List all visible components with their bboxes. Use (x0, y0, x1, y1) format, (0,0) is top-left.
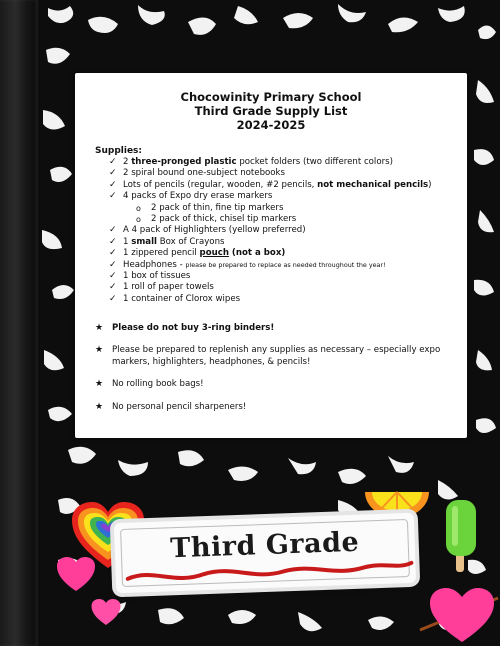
note-item: ★ No personal pencil sharpeners! (95, 401, 247, 412)
circle-bullet-icon: o (136, 203, 141, 213)
check-icon: ✓ (109, 225, 117, 236)
list-item (95, 203, 460, 226)
note-item: ★ No rolling book bags! (95, 379, 204, 390)
notebook-spine (0, 0, 38, 646)
supply-items (95, 157, 460, 305)
pink-heart-icon (55, 555, 97, 593)
school-year: 2024-2025 (236, 118, 306, 132)
list-item: ✓ A 4 pack of Highlighters (yellow preferred) (109, 225, 306, 236)
check-icon: ✓ (109, 157, 117, 167)
sub-list-item: o 2 pack of thick, chisel tip markers (136, 214, 297, 225)
sub-list-item: o 2 pack of thin, fine tip markers (136, 202, 284, 213)
star-icon: ★ (95, 323, 104, 333)
grade-badge (114, 513, 416, 593)
supply-list-paper (75, 73, 467, 438)
check-icon: ✓ (109, 259, 117, 270)
supplies-section (95, 146, 460, 305)
list-item: ✓ 1 container of Clorox wipes (109, 293, 241, 304)
star-icon: ★ (95, 401, 104, 412)
star-icon: ★ (95, 345, 104, 356)
check-icon: ✓ (109, 179, 117, 190)
badge-label: Third Grade (169, 526, 360, 565)
notes-section (95, 323, 455, 424)
list-item: ✓ 2 spiral bound one-subject notebooks (109, 168, 285, 179)
pink-heart-icon (90, 597, 122, 627)
list-item: ✓ 1 small Box of Crayons (109, 236, 225, 247)
marker-sub-items (95, 203, 460, 226)
popsicle-icon (442, 498, 482, 576)
list-header (75, 90, 467, 132)
list-item: ✓ 1 roll of paper towels (109, 282, 214, 293)
check-icon: ✓ (109, 282, 117, 293)
check-icon: ✓ (109, 248, 117, 259)
list-item: ✓ 2 three-pronged plastic pocket folders (two different colors) (109, 157, 393, 167)
list-item: ✓ 4 packs of Expo dry erase markers (109, 191, 273, 202)
check-icon: ✓ (109, 191, 117, 202)
note-item: ★ Please be prepared to replenish any supplies as necessary – especially expo markers, highlighters, headphones, & pencils! (95, 345, 441, 367)
list-item: ✓ Lots of pencils (regular, wooden, #2 pencils, not mechanical pencils) (109, 179, 432, 190)
school-name: Chocowinity Primary School (180, 90, 362, 104)
heart-arrow-icon (418, 578, 500, 646)
check-icon: ✓ (109, 271, 117, 282)
check-icon: ✓ (109, 293, 117, 304)
list-title: Third Grade Supply List (194, 104, 348, 118)
list-item: ✓ Headphones - please be prepared to replace as needed throughout the year! (109, 259, 386, 270)
note-item: ★ Please do not buy 3-ring binders! (95, 323, 275, 333)
star-icon: ★ (95, 379, 104, 390)
check-icon: ✓ (109, 168, 117, 179)
list-item: ✓ 1 box of tissues (109, 271, 191, 282)
list-item: ✓ 1 zippered pencil pouch (not a box) (109, 248, 286, 259)
circle-bullet-icon: o (136, 215, 141, 225)
supplies-label: Supplies: (95, 146, 143, 156)
check-icon: ✓ (109, 236, 117, 247)
